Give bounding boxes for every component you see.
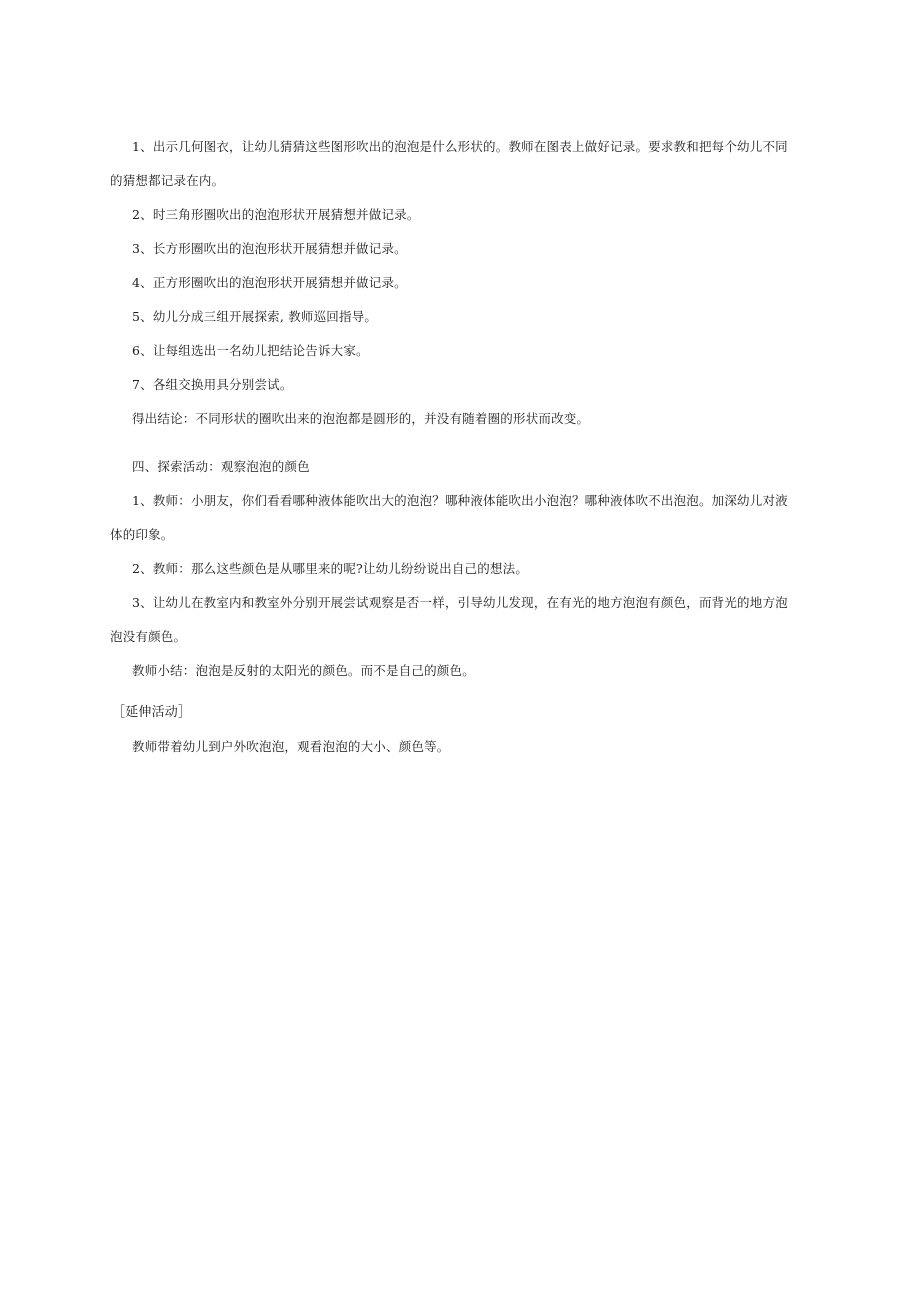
step-paragraph: 4、正方形圈吹出的泡泡形状开展猜想并做记录。 [132, 275, 407, 290]
section-four-title: 四、探索活动：观察泡泡的颜色 [132, 459, 310, 474]
spacer [110, 436, 790, 450]
extension-paragraph: 教师带着幼儿到户外吹泡泡，观看泡泡的大小、颜色等。 [132, 739, 450, 754]
extension-title: ［延伸活动］ [112, 705, 192, 720]
conclusion-paragraph: 得出结论：不同形状的圈吹出来的泡泡都是圆形的，并没有随着圈的形状而改变。 [132, 411, 590, 426]
teacher-summary-paragraph: 教师小结：泡泡是反射的太阳光的颜色。而不是自己的颜色。 [132, 663, 475, 678]
spacer [110, 688, 790, 696]
document-body [110, 130, 790, 764]
step-paragraph: 2、教师：那么这些颜色是从哪里来的呢?让幼儿纷纷说出自己的想法。 [132, 561, 529, 576]
step-paragraph: 3、让幼儿在教室内和教室外分别开展尝试观察是否一样，引导幼儿发现，在有光的地方泡泡有颜色，而背光的地方泡泡没有颜色。 [110, 595, 788, 644]
step-paragraph: 2、时三角形圈吹出的泡泡形状开展猜想并做记录。 [132, 207, 420, 222]
step-paragraph: 6、让每组选出一名幼儿把结论告诉大家。 [132, 343, 369, 358]
step-paragraph: 1、出示几何图衣，让幼儿猜猜这些图形吹出的泡泡是什么形状的。教师在图表上做好记录。要求教和把每个幼儿不同的猜想都记录在内。 [110, 139, 788, 188]
step-paragraph: 3、长方形圈吹出的泡泡形状开展猜想并做记录。 [132, 241, 407, 256]
step-paragraph: 1、教师：小朋友，你们看看哪种液体能吹出大的泡泡？哪种液体能吹出小泡泡？哪种液体吹不出泡泡。加深幼儿对液体的印象。 [110, 493, 788, 542]
step-paragraph: 7、各组交换用具分别尝试。 [132, 377, 293, 392]
step-paragraph: 5、幼儿分成三组开展探索, 教师巡回指导。 [132, 309, 378, 324]
